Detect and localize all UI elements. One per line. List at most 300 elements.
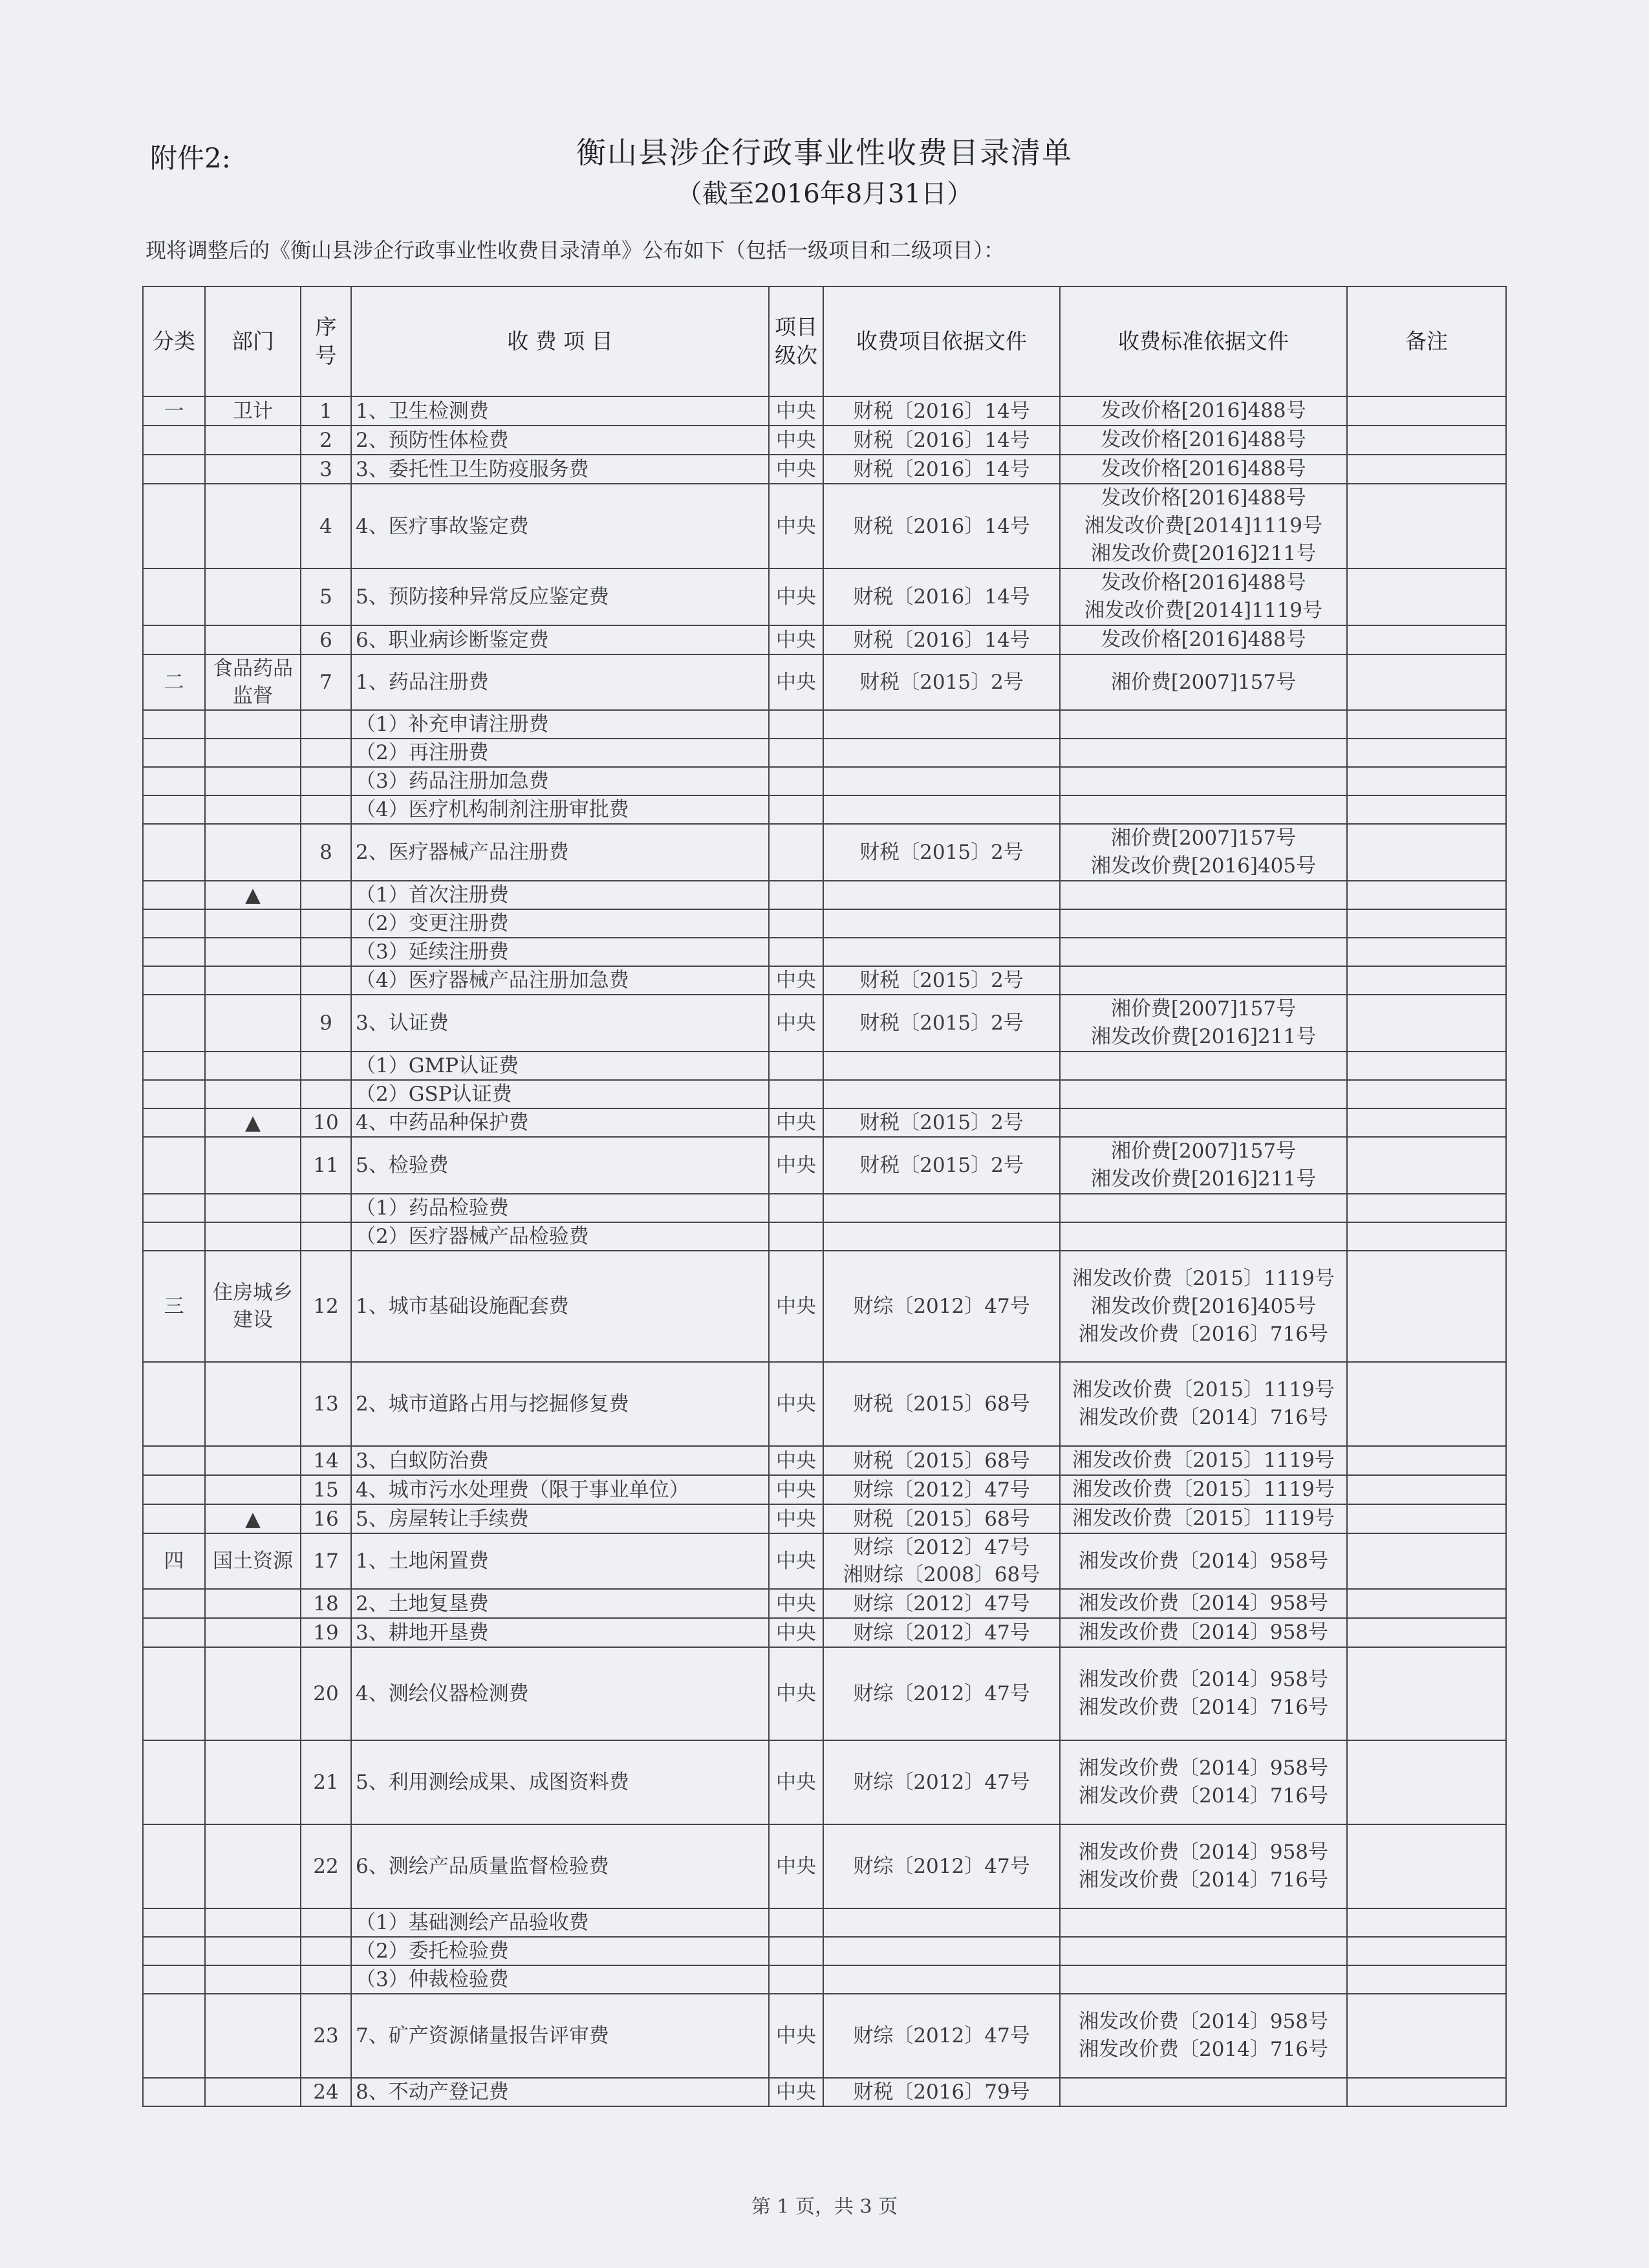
cell-basis: 财税〔2015〕68号 [823, 1362, 1060, 1446]
cell-category [143, 568, 205, 625]
cell-remark [1347, 426, 1506, 455]
cell-item: 2、城市道路占用与挖掘修复费 [351, 1362, 769, 1446]
table-row [143, 881, 1506, 909]
cell-department [205, 767, 301, 795]
cell-category [143, 1194, 205, 1222]
table-row [143, 1475, 1506, 1504]
table-row [143, 909, 1506, 938]
cell-category [143, 767, 205, 795]
table-row [143, 1052, 1506, 1080]
cell-category [143, 1908, 205, 1937]
standard-line: 湘发改价费〔2014〕958号 [1078, 1592, 1329, 1615]
table-row [143, 1533, 1506, 1589]
intro-text: 现将调整后的《衡山县涉企行政事业性收费目录清单》公布如下（包括一级项目和二级项目）： [146, 238, 1005, 263]
cell-seq [301, 1937, 351, 1965]
cell-standard [1060, 1589, 1347, 1618]
cell-category [143, 795, 205, 824]
cell-department [205, 568, 301, 625]
cell-remark [1347, 767, 1506, 795]
cell-level: 中央 [769, 1108, 823, 1137]
cell-level [769, 1194, 823, 1222]
cell-seq [301, 1194, 351, 1222]
cell-basis: 财税〔2015〕68号 [823, 1446, 1060, 1475]
standard-line: 湘发改价费〔2015〕1119号 [1072, 1449, 1335, 1472]
table-row [143, 1194, 1506, 1222]
cell-standard [1060, 767, 1347, 795]
cell-department: 国土资源 [205, 1533, 301, 1589]
cell-item: 5、利用测绘成果、成图资料费 [351, 1740, 769, 1824]
cell-standard [1060, 739, 1347, 767]
cell-standard [1060, 654, 1347, 710]
cell-level [769, 1937, 823, 1965]
cell-basis: 财税〔2015〕2号 [823, 966, 1060, 995]
cell-item: （1）GMP认证费 [351, 1052, 769, 1080]
cell-basis [823, 881, 1060, 909]
cell-level: 中央 [769, 568, 823, 625]
cell-basis: 财税〔2015〕2号 [823, 1108, 1060, 1137]
cell-standard [1060, 1446, 1347, 1475]
cell-basis: 财税〔2016〕14号 [823, 455, 1060, 484]
cell-remark [1347, 1362, 1506, 1446]
cell-basis [823, 1080, 1060, 1108]
cell-item: 2、预防性体检费 [351, 426, 769, 455]
cell-level: 中央 [769, 1446, 823, 1475]
cell-seq: 5 [301, 568, 351, 625]
cell-category [143, 1362, 205, 1446]
cell-item: （1）药品检验费 [351, 1194, 769, 1222]
cell-category [143, 1080, 205, 1108]
standard-line: 湘发改价费〔2014〕958号 [1078, 1549, 1329, 1573]
standard-line: 湘发改价费〔2014〕958号 [1078, 1668, 1329, 1691]
cell-item: 5、预防接种异常反应鉴定费 [351, 568, 769, 625]
table-row [143, 1251, 1506, 1362]
cell-department [205, 1965, 301, 1994]
cell-level [769, 1052, 823, 1080]
cell-department [205, 1647, 301, 1740]
cell-item: 1、卫生检测费 [351, 396, 769, 426]
cell-standard [1060, 1251, 1347, 1362]
attachment-label: 附件2: [150, 142, 231, 174]
cell-seq [301, 1908, 351, 1937]
cell-remark [1347, 710, 1506, 739]
cell-category: 四 [143, 1533, 205, 1589]
cell-remark [1347, 455, 1506, 484]
cell-remark [1347, 995, 1506, 1052]
cell-standard [1060, 1908, 1347, 1937]
cell-department [205, 484, 301, 568]
cell-remark [1347, 966, 1506, 995]
cell-category [143, 881, 205, 909]
cell-category [143, 1740, 205, 1824]
table-row [143, 767, 1506, 795]
cell-basis: 财税〔2016〕14号 [823, 484, 1060, 568]
cell-basis [823, 767, 1060, 795]
cell-remark [1347, 1740, 1506, 1824]
cell-department [205, 938, 301, 966]
table-row [143, 1965, 1506, 1994]
cell-standard [1060, 484, 1347, 568]
cell-category [143, 1965, 205, 1994]
cell-remark [1347, 881, 1506, 909]
cell-item: 4、中药品种保护费 [351, 1108, 769, 1137]
table-row [143, 1937, 1506, 1965]
cell-level [769, 739, 823, 767]
header-standard: 收费标准依据文件 [1060, 286, 1347, 396]
cell-level: 中央 [769, 2078, 823, 2106]
standard-line: 湘发改价费[2016]211号 [1090, 1025, 1317, 1048]
cell-department: 住房城乡建设 [205, 1251, 301, 1362]
cell-department [205, 1446, 301, 1475]
cell-standard [1060, 1965, 1347, 1994]
cell-item: 4、医疗事故鉴定费 [351, 484, 769, 568]
cell-standard [1060, 824, 1347, 881]
cell-category [143, 1618, 205, 1647]
document-title: 衡山县涉企行政事业性收费目录清单 [576, 135, 1073, 170]
table-row [143, 1740, 1506, 1824]
cell-item: 7、矿产资源储量报告评审费 [351, 1994, 769, 2078]
cell-standard [1060, 881, 1347, 909]
cell-item: （3）仲裁检验费 [351, 1965, 769, 1994]
cell-standard [1060, 1052, 1347, 1080]
standard-line: 发改价格[2016]488号 [1101, 571, 1306, 594]
cell-category [143, 1647, 205, 1740]
cell-level: 中央 [769, 1362, 823, 1446]
cell-department [205, 795, 301, 824]
cell-department: ▲ [205, 1504, 301, 1533]
cell-category [143, 710, 205, 739]
cell-standard [1060, 1362, 1347, 1446]
cell-standard [1060, 568, 1347, 625]
cell-seq: 20 [301, 1647, 351, 1740]
cell-seq: 6 [301, 625, 351, 654]
cell-item: 2、土地复垦费 [351, 1589, 769, 1618]
standard-line: 发改价格[2016]488号 [1101, 628, 1306, 651]
cell-remark [1347, 1937, 1506, 1965]
cell-level: 中央 [769, 1504, 823, 1533]
cell-department [205, 1937, 301, 1965]
cell-remark [1347, 1080, 1506, 1108]
cell-basis [823, 1222, 1060, 1251]
cell-level: 中央 [769, 484, 823, 568]
cell-department [205, 966, 301, 995]
header-basis: 收费项目依据文件 [823, 286, 1060, 396]
table-row [143, 625, 1506, 654]
cell-remark [1347, 1137, 1506, 1194]
cell-item: （3）药品注册加急费 [351, 767, 769, 795]
cell-standard [1060, 938, 1347, 966]
cell-basis: 财税〔2016〕14号 [823, 396, 1060, 426]
cell-standard [1060, 1222, 1347, 1251]
cell-department [205, 426, 301, 455]
cell-department [205, 1908, 301, 1937]
cell-basis: 财综〔2012〕47号 [823, 1618, 1060, 1647]
cell-category [143, 739, 205, 767]
cell-remark [1347, 1108, 1506, 1137]
cell-department [205, 1362, 301, 1446]
cell-remark [1347, 1194, 1506, 1222]
cell-category [143, 455, 205, 484]
cell-item: 2、医疗器械产品注册费 [351, 824, 769, 881]
cell-level: 中央 [769, 426, 823, 455]
cell-level: 中央 [769, 995, 823, 1052]
table-row [143, 1137, 1506, 1194]
cell-seq [301, 1965, 351, 1994]
standard-line: 发改价格[2016]488号 [1101, 457, 1306, 481]
header-item: 收 费 项 目 [351, 286, 769, 396]
cell-seq [301, 966, 351, 995]
cell-seq [301, 1222, 351, 1251]
table-header-row [143, 286, 1506, 396]
cell-standard [1060, 1475, 1347, 1504]
cell-seq: 22 [301, 1824, 351, 1908]
cell-item: 1、药品注册费 [351, 654, 769, 710]
document-subtitle: （截至2016年8月31日） [676, 179, 973, 209]
cell-item: （3）延续注册费 [351, 938, 769, 966]
cell-category [143, 1994, 205, 2078]
cell-item: （2）再注册费 [351, 739, 769, 767]
cell-item: 3、委托性卫生防疫服务费 [351, 455, 769, 484]
header-remark: 备注 [1347, 286, 1506, 396]
cell-basis: 财税〔2016〕14号 [823, 426, 1060, 455]
cell-basis: 财综〔2012〕47号 [823, 1994, 1060, 2078]
cell-seq [301, 1052, 351, 1080]
cell-category [143, 1137, 205, 1194]
cell-level [769, 1908, 823, 1937]
cell-category: 三 [143, 1251, 205, 1362]
cell-remark [1347, 1222, 1506, 1251]
table-row [143, 1589, 1506, 1618]
cell-category [143, 1937, 205, 1965]
cell-basis [823, 710, 1060, 739]
cell-seq: 14 [301, 1446, 351, 1475]
standard-line: 湘发改价费〔2015〕1119号 [1072, 1378, 1335, 1401]
cell-item: 4、测绘仪器检测费 [351, 1647, 769, 1740]
cell-category [143, 995, 205, 1052]
cell-basis: 财税〔2015〕2号 [823, 1137, 1060, 1194]
cell-department [205, 1137, 301, 1194]
cell-item: 5、检验费 [351, 1137, 769, 1194]
cell-department [205, 710, 301, 739]
cell-standard [1060, 1647, 1347, 1740]
table-row [143, 1618, 1506, 1647]
table-row [143, 739, 1506, 767]
cell-item: 3、耕地开垦费 [351, 1618, 769, 1647]
cell-basis [823, 739, 1060, 767]
header-level: 项目级次 [769, 286, 823, 396]
cell-category [143, 909, 205, 938]
cell-seq: 15 [301, 1475, 351, 1504]
cell-item: 3、白蚁防治费 [351, 1446, 769, 1475]
cell-standard [1060, 909, 1347, 938]
table-row [143, 710, 1506, 739]
table-row [143, 824, 1506, 881]
standard-line: 发改价格[2016]488号 [1101, 486, 1306, 510]
cell-seq: 12 [301, 1251, 351, 1362]
cell-remark [1347, 739, 1506, 767]
cell-standard [1060, 1504, 1347, 1533]
cell-basis [823, 909, 1060, 938]
table-row [143, 1362, 1506, 1446]
cell-remark [1347, 396, 1506, 426]
cell-standard [1060, 1824, 1347, 1908]
standard-line: 湘发改价费〔2014〕716号 [1078, 1406, 1329, 1429]
cell-item: 6、测绘产品质量监督检验费 [351, 1824, 769, 1908]
table-row [143, 654, 1506, 710]
table-row [143, 1824, 1506, 1908]
header-seq: 序号 [301, 286, 351, 396]
cell-basis [823, 1052, 1060, 1080]
standard-line: 湘发改价费〔2015〕1119号 [1072, 1266, 1335, 1290]
table-row [143, 1908, 1506, 1937]
cell-item: 8、不动产登记费 [351, 2078, 769, 2106]
cell-level: 中央 [769, 625, 823, 654]
cell-category [143, 426, 205, 455]
cell-category [143, 966, 205, 995]
cell-basis: 财税〔2015〕2号 [823, 824, 1060, 881]
cell-level [769, 938, 823, 966]
cell-remark [1347, 909, 1506, 938]
table-row [143, 455, 1506, 484]
cell-basis: 财综〔2012〕47号 [823, 1740, 1060, 1824]
cell-seq: 18 [301, 1589, 351, 1618]
table-row [143, 1080, 1506, 1108]
cell-level: 中央 [769, 1824, 823, 1908]
cell-level [769, 1080, 823, 1108]
cell-seq: 16 [301, 1504, 351, 1533]
cell-category [143, 1052, 205, 1080]
cell-seq: 19 [301, 1618, 351, 1647]
cell-level: 中央 [769, 1618, 823, 1647]
cell-remark [1347, 1965, 1506, 1994]
table-row [143, 2078, 1506, 2106]
cell-standard [1060, 625, 1347, 654]
cell-category [143, 625, 205, 654]
standard-line: 湘发改价费〔2014〕958号 [1078, 2010, 1329, 2033]
cell-seq: 10 [301, 1108, 351, 1137]
cell-department [205, 1052, 301, 1080]
cell-item: （2）GSP认证费 [351, 1080, 769, 1108]
basis-line: 财综〔2012〕47号 [853, 1536, 1030, 1559]
cell-basis: 财税〔2015〕68号 [823, 1504, 1060, 1533]
cell-department [205, 1080, 301, 1108]
standard-line: 湘发改价费[2016]211号 [1090, 542, 1317, 565]
table-row [143, 1446, 1506, 1475]
standard-line: 湘发改价费[2016]211号 [1090, 1167, 1317, 1191]
cell-seq [301, 1080, 351, 1108]
cell-seq: 3 [301, 455, 351, 484]
cell-standard [1060, 1194, 1347, 1222]
standard-line: 湘发改价费〔2014〕958号 [1078, 1621, 1329, 1644]
cell-basis [823, 1533, 1060, 1589]
cell-department: 卫计 [205, 396, 301, 426]
cell-level: 中央 [769, 1251, 823, 1362]
cell-level [769, 710, 823, 739]
standard-line: 湘发改价费〔2014〕716号 [1078, 1696, 1329, 1719]
standard-line: 湘发改价费〔2014〕958号 [1078, 1756, 1329, 1780]
table-row [143, 568, 1506, 625]
cell-remark [1347, 1251, 1506, 1362]
cell-level [769, 767, 823, 795]
cell-seq: 4 [301, 484, 351, 568]
cell-basis: 财税〔2016〕14号 [823, 625, 1060, 654]
cell-standard [1060, 966, 1347, 995]
cell-remark [1347, 938, 1506, 966]
cell-remark [1347, 568, 1506, 625]
cell-standard [1060, 1740, 1347, 1824]
cell-seq [301, 710, 351, 739]
cell-basis [823, 1194, 1060, 1222]
cell-basis: 财税〔2015〕2号 [823, 654, 1060, 710]
cell-standard [1060, 795, 1347, 824]
cell-item: （1）基础测绘产品验收费 [351, 1908, 769, 1937]
cell-remark [1347, 1908, 1506, 1937]
cell-level [769, 881, 823, 909]
table-row [143, 484, 1506, 568]
standard-line: 湘发改价费〔2014〕958号 [1078, 1841, 1329, 1864]
cell-item: （4）医疗机构制剂注册审批费 [351, 795, 769, 824]
cell-remark [1347, 1994, 1506, 2078]
cell-department [205, 739, 301, 767]
cell-department [205, 824, 301, 881]
cell-remark [1347, 1824, 1506, 1908]
cell-item: （1）补充申请注册费 [351, 710, 769, 739]
cell-category: 一 [143, 396, 205, 426]
cell-category: 二 [143, 654, 205, 710]
cell-item: 1、城市基础设施配套费 [351, 1251, 769, 1362]
cell-category [143, 1475, 205, 1504]
cell-seq: 23 [301, 1994, 351, 2078]
cell-category [143, 1824, 205, 1908]
cell-remark [1347, 1647, 1506, 1740]
cell-level: 中央 [769, 1137, 823, 1194]
cell-level: 中央 [769, 1533, 823, 1589]
table-row [143, 1994, 1506, 2078]
cell-basis [823, 1937, 1060, 1965]
cell-seq: 24 [301, 2078, 351, 2106]
cell-basis: 财税〔2015〕2号 [823, 995, 1060, 1052]
cell-category [143, 1504, 205, 1533]
cell-level: 中央 [769, 1475, 823, 1504]
cell-standard [1060, 1618, 1347, 1647]
cell-remark [1347, 654, 1506, 710]
cell-remark [1347, 824, 1506, 881]
cell-seq [301, 739, 351, 767]
basis-line: 湘财综〔2008〕68号 [843, 1563, 1040, 1586]
cell-standard [1060, 2078, 1347, 2106]
page-footer: 第 1 页，共 3 页 [751, 2196, 898, 2218]
cell-item: 1、土地闲置费 [351, 1533, 769, 1589]
cell-remark [1347, 1475, 1506, 1504]
cell-department: ▲ [205, 881, 301, 909]
cell-remark [1347, 1504, 1506, 1533]
cell-level: 中央 [769, 455, 823, 484]
cell-basis [823, 795, 1060, 824]
table-row [143, 1222, 1506, 1251]
cell-category [143, 824, 205, 881]
cell-department [205, 1222, 301, 1251]
cell-level: 中央 [769, 1994, 823, 2078]
table-row [143, 795, 1506, 824]
standard-line: 湘价费[2007]157号 [1110, 826, 1297, 850]
cell-seq: 11 [301, 1137, 351, 1194]
cell-item: 4、城市污水处理费（限于事业单位） [351, 1475, 769, 1504]
cell-seq [301, 767, 351, 795]
cell-basis: 财综〔2012〕47号 [823, 1251, 1060, 1362]
cell-department [205, 2078, 301, 2106]
cell-level [769, 1965, 823, 1994]
cell-department: ▲ [205, 1108, 301, 1137]
cell-department: 食品药品监督 [205, 654, 301, 710]
